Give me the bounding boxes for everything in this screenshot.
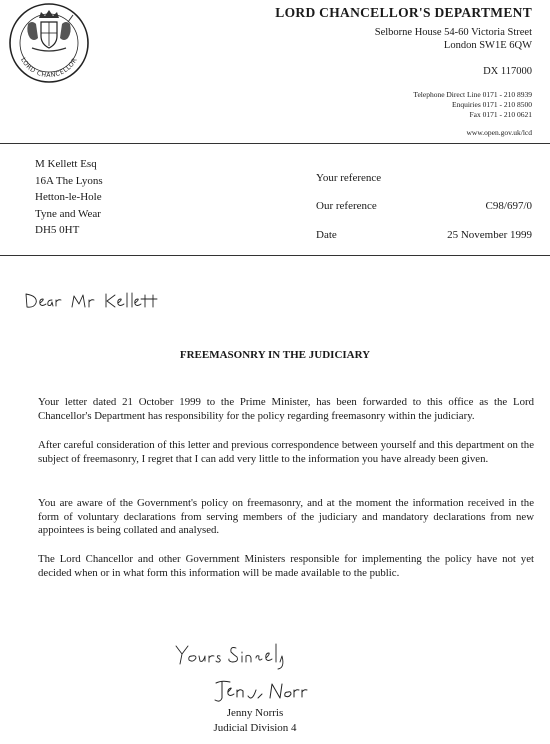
address-divider xyxy=(0,255,550,256)
date-value: 25 November 1999 xyxy=(447,229,532,241)
recipient-postcode: DH5 0HT xyxy=(35,224,80,236)
website-link[interactable]: www.open.gov.uk/lcd xyxy=(466,128,532,137)
body-paragraph-3: You are aware of the Government's policy on freemasonry, and at the moment the information received in the form of voluntary declarations from serving members of the judiciary and mandatory declarations from new appointees is being collated and analysed. xyxy=(38,497,534,536)
recipient-town: Hetton-le-Hole xyxy=(35,191,102,203)
handwritten-closing xyxy=(172,640,292,670)
address-line-1: Selborne House 54-60 Victoria Street xyxy=(374,27,532,38)
body-paragraph-4: The Lord Chancellor and other Government Ministers responsible for implementing the policy have not yet decided when or in what form this information will be made available to the public. xyxy=(38,553,534,579)
signer-name: Jenny Norris xyxy=(226,707,284,719)
crest-ribbon-text: LORD CHANCELLOR xyxy=(19,56,79,80)
enquiries-line: Enquiries 0171 - 210 8500 xyxy=(452,100,532,109)
fax-line: Fax 0171 - 210 0621 xyxy=(469,110,532,119)
handwritten-salutation xyxy=(22,290,172,312)
recipient-county: Tyne and Wear xyxy=(35,207,101,220)
handwritten-signature xyxy=(210,678,320,706)
body-paragraph-2: After careful consideration of this letter and previous correspondence between yourself and this department on the subject of freemasonry, I regret that I can add very little to the information you have already been given. xyxy=(38,439,534,465)
dx-number: DX 117000 xyxy=(483,66,532,77)
royal-crest-logo xyxy=(8,2,90,84)
your-reference-label: Your reference xyxy=(316,172,382,184)
signer-division: Judicial Division 4 xyxy=(213,722,297,734)
telephone-line: Telephone Direct Line 0171 - 210 8939 xyxy=(413,90,532,99)
our-reference-value: C98/697/0 xyxy=(485,200,532,212)
recipient-address xyxy=(35,156,103,239)
recipient-name: M Kellett Esq xyxy=(35,158,97,170)
department-name: LORD CHANCELLOR'S DEPARTMENT xyxy=(275,5,532,20)
address-line-2: London SW1E 6QW xyxy=(443,40,532,51)
recipient-street: 16A The Lyons xyxy=(35,174,103,187)
body-paragraph-1: Your letter dated 21 October 1999 to the Prime Minister, has been forwarded to this office as the Lord Chancellor's Department has responsibility for the policy regarding freemasonry within the judiciary. xyxy=(38,396,534,422)
letter-subject: FREEMASONRY IN THE JUDICIARY xyxy=(179,349,371,361)
our-reference-label: Our reference xyxy=(316,200,377,212)
header-divider xyxy=(0,143,550,144)
date-label: Date xyxy=(316,229,337,241)
